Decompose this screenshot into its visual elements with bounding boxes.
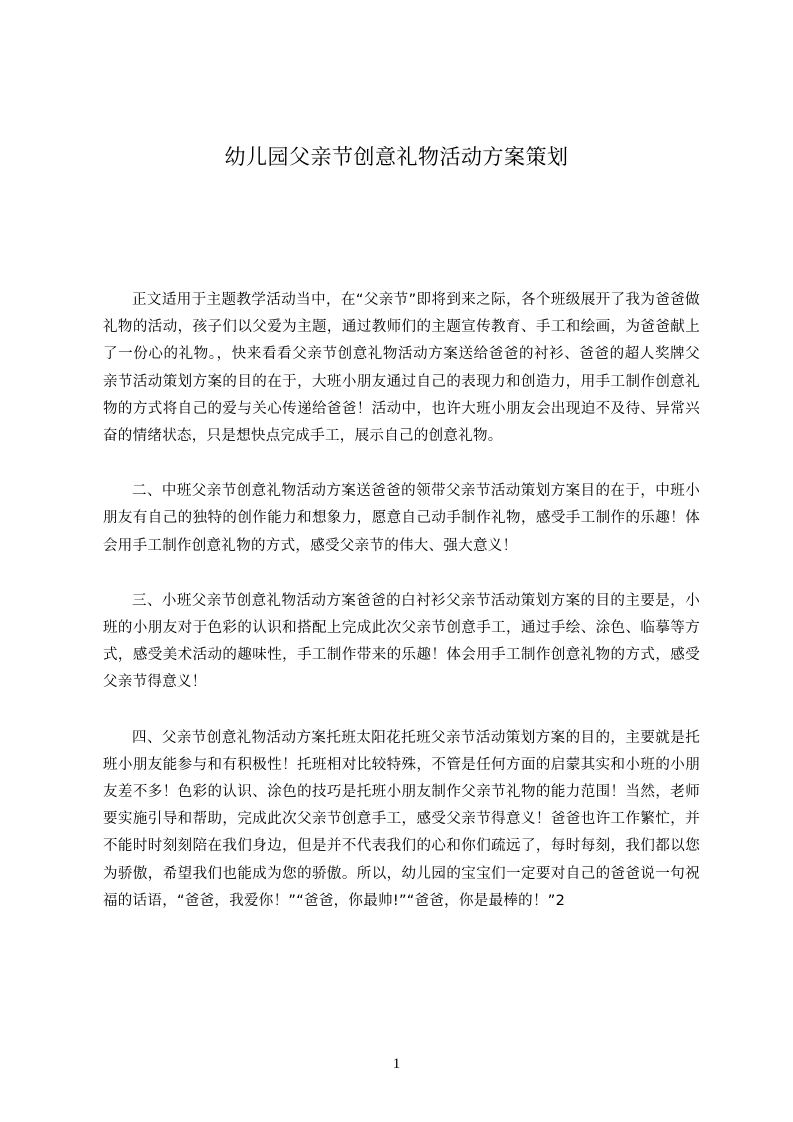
paragraph-nursery-class: 四、父亲节创意礼物活动方案托班太阳花托班父亲节活动策划方案的目的，主要就是托班小朋友能参与和有积极性！托班相对比较特殊，不管是任何方面的启蒙其实和小班的小朋友差不多！色彩的认识、涂色的技巧是托班小朋友制作父亲节礼物的能力范围！当然，老师要实施引导和帮助，完成此次父亲节创意手工，感受父亲节得意义！爸爸也许工作繁忙，并不能时时刻刻陪在我们身边，但是并不代表我们的心和你们疏远了，每时每刻，我们都以您为骄傲，希望我们也能成为您的骄傲。所以，幼儿园的宝宝们一定要对自己的爸爸说一句祝福的话语，“爸爸，我爱你！”“爸爸，你最帅!”“爸爸，你是最棒的！”2 <box>103 729 700 909</box>
page-number: 1 <box>392 1056 401 1072</box>
paragraph-small-class: 三、小班父亲节创意礼物活动方案爸爸的白衬衫父亲节活动策划方案的目的主要是，小班的小朋友对于色彩的认识和搭配上完成此次父亲节创意手工，通过手绘、涂色、临摹等方式，感受美术活动的趣味性，手工制作带来的乐趣！体会用手工制作创意礼物的方式，感受父亲节得意义！ <box>103 592 700 691</box>
document-body <box>103 287 700 943</box>
paragraph-middle-class: 二、中班父亲节创意礼物活动方案送爸爸的领带父亲节活动策划方案目的在于，中班小朋友有自己的独特的创作能力和想象力，愿意自己动手制作礼物，感受手工制作的乐趣！体会用手工制作创意礼物的方式，感受父亲节的伟大、强大意义！ <box>103 483 700 554</box>
document-title: 幼儿园父亲节创意礼物活动方案策划 <box>224 145 569 169</box>
paragraph-intro: 正文适用于主题教学活动当中，在“父亲节”即将到来之际，各个班级展开了我为爸爸做礼物的活动，孩子们以父爱为主题，通过教师们的主题宣传教育、手工和绘画，为爸爸献上了一份心的礼物。，快来看看父亲节创意礼物活动方案送给爸爸的衬衫、爸爸的超人奖牌父亲节活动策划方案的目的在于，大班小朋友通过自己的表现力和创造力，用手工制作创意礼物的方式将自己的爱与关心传递给爸爸！活动中，也许大班小朋友会出现迫不及待、异常兴奋的情绪状态，只是想快点完成手工，展示自己的创意礼物。 <box>103 292 700 445</box>
